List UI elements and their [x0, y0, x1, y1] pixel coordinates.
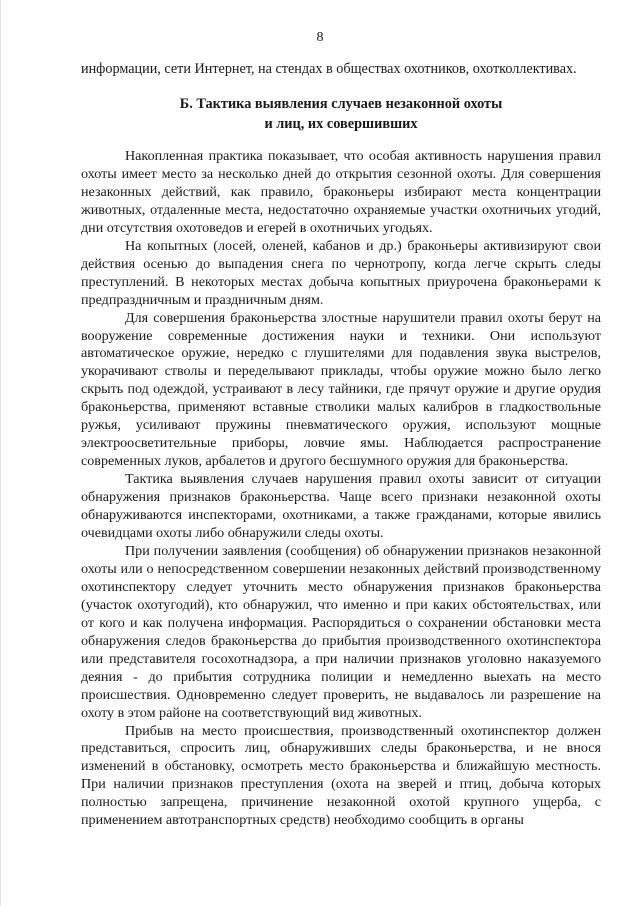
paragraph-3: Для совершения браконьерства злостные нарушители правил охоты берут на вооружение современные достижения науки и техники. Они используют автоматическое оружие, нередко с глушителями для подавления звука выстрелов, укорачивают стволы и переделывают приклады, чтобы оружие можно было легко скрыть под одеждой, устраивают в лесу тайники, где прячут оружие и другие орудия браконьерства, применяют вставные стволики малых калибров в гладкоствольные ружья, усиливают пружины пневматического оружия, используют мощные электроосветительные приборы, ловчие ямы. Наблюдается распространение современных луков, арбалетов и другого бесшумного оружия для браконьерства.: [81, 309, 601, 470]
paragraph-5: При получении заявления (сообщения) об обнаружении признаков незаконной охоты или о непосредственном совершении незаконных действий производственному охотинспектору следует уточнить место обнаружения признаков браконьерства (участок охотугодий), кто обнаружил, что именно и при каких обстоятельствах, или от кого и как получена информация. Распорядиться о сохранении обстановки места обнаружения следов браконьерства до прибытия производственного охотинспектора или представителя госохотнадзора, а при наличии признаков уголовно наказуемого деяния - до прибытия сотрудника полиции и немедленно выехать на место происшествия. Одновременно следует проверить, не выдавалось ли разрешение на охоту в этом районе на соответствующий вид животных.: [81, 542, 601, 721]
paragraph-6: Прибыв на место происшествия, производственный охотинспектор должен представиться, спросить лиц, обнаруживших следы браконьерства, и не внося изменений в обстановку, осмотреть место браконьерства и ближайшую местность. При наличии признаков преступления (охота на зверей и птиц, добыча которых полностью запрещена, причинение незаконной охотой крупного ущерба, с применением автотранспортных средств) необходимо сообщить в органы: [81, 722, 601, 829]
page-number: 8: [316, 30, 324, 45]
section-heading-line-2: и лиц, их совершивших: [264, 116, 418, 132]
body-text: [81, 148, 601, 830]
scan-edge-line: [0, 0, 1, 906]
section-heading-line-1: Б. Тактика выявления случаев незаконной охоты: [179, 96, 503, 112]
section-heading: [81, 94, 601, 134]
continuation-line: информации, сети Интернет, на стендах в обществах охотников, охотколлективах.: [81, 61, 577, 77]
paragraph-2: На копытных (лосей, оленей, кабанов и др.) браконьеры активизируют свои действия осенью до выпадения снега по чернотропу, когда легче скрыть следы преступлений. В некоторых местах добыча копытных приурочена браконьерами к предпраздничным и праздничным дням.: [81, 237, 601, 308]
paragraph-4: Тактика выявления случаев нарушения правил охоты зависит от ситуации обнаружения признаков браконьерства. Чаще всего признаки незаконной охоты обнаруживаются инспекторами, охотниками, а также гражданами, которые явились очевидцами охоты либо обнаружили следы охоты.: [81, 471, 601, 542]
paragraph-1: Накопленная практика показывает, что особая активность нарушения правил охоты имеет место за несколько дней до открытия сезонной охоты. Для совершения незаконных действий, как правило, браконьеры избирают места концентрации животных, отдаленные места, недостаточно охраняемые участки охотничьих угодий, дни отсутствия охотоведов и егерей в охотничьих угодьях.: [81, 148, 601, 236]
